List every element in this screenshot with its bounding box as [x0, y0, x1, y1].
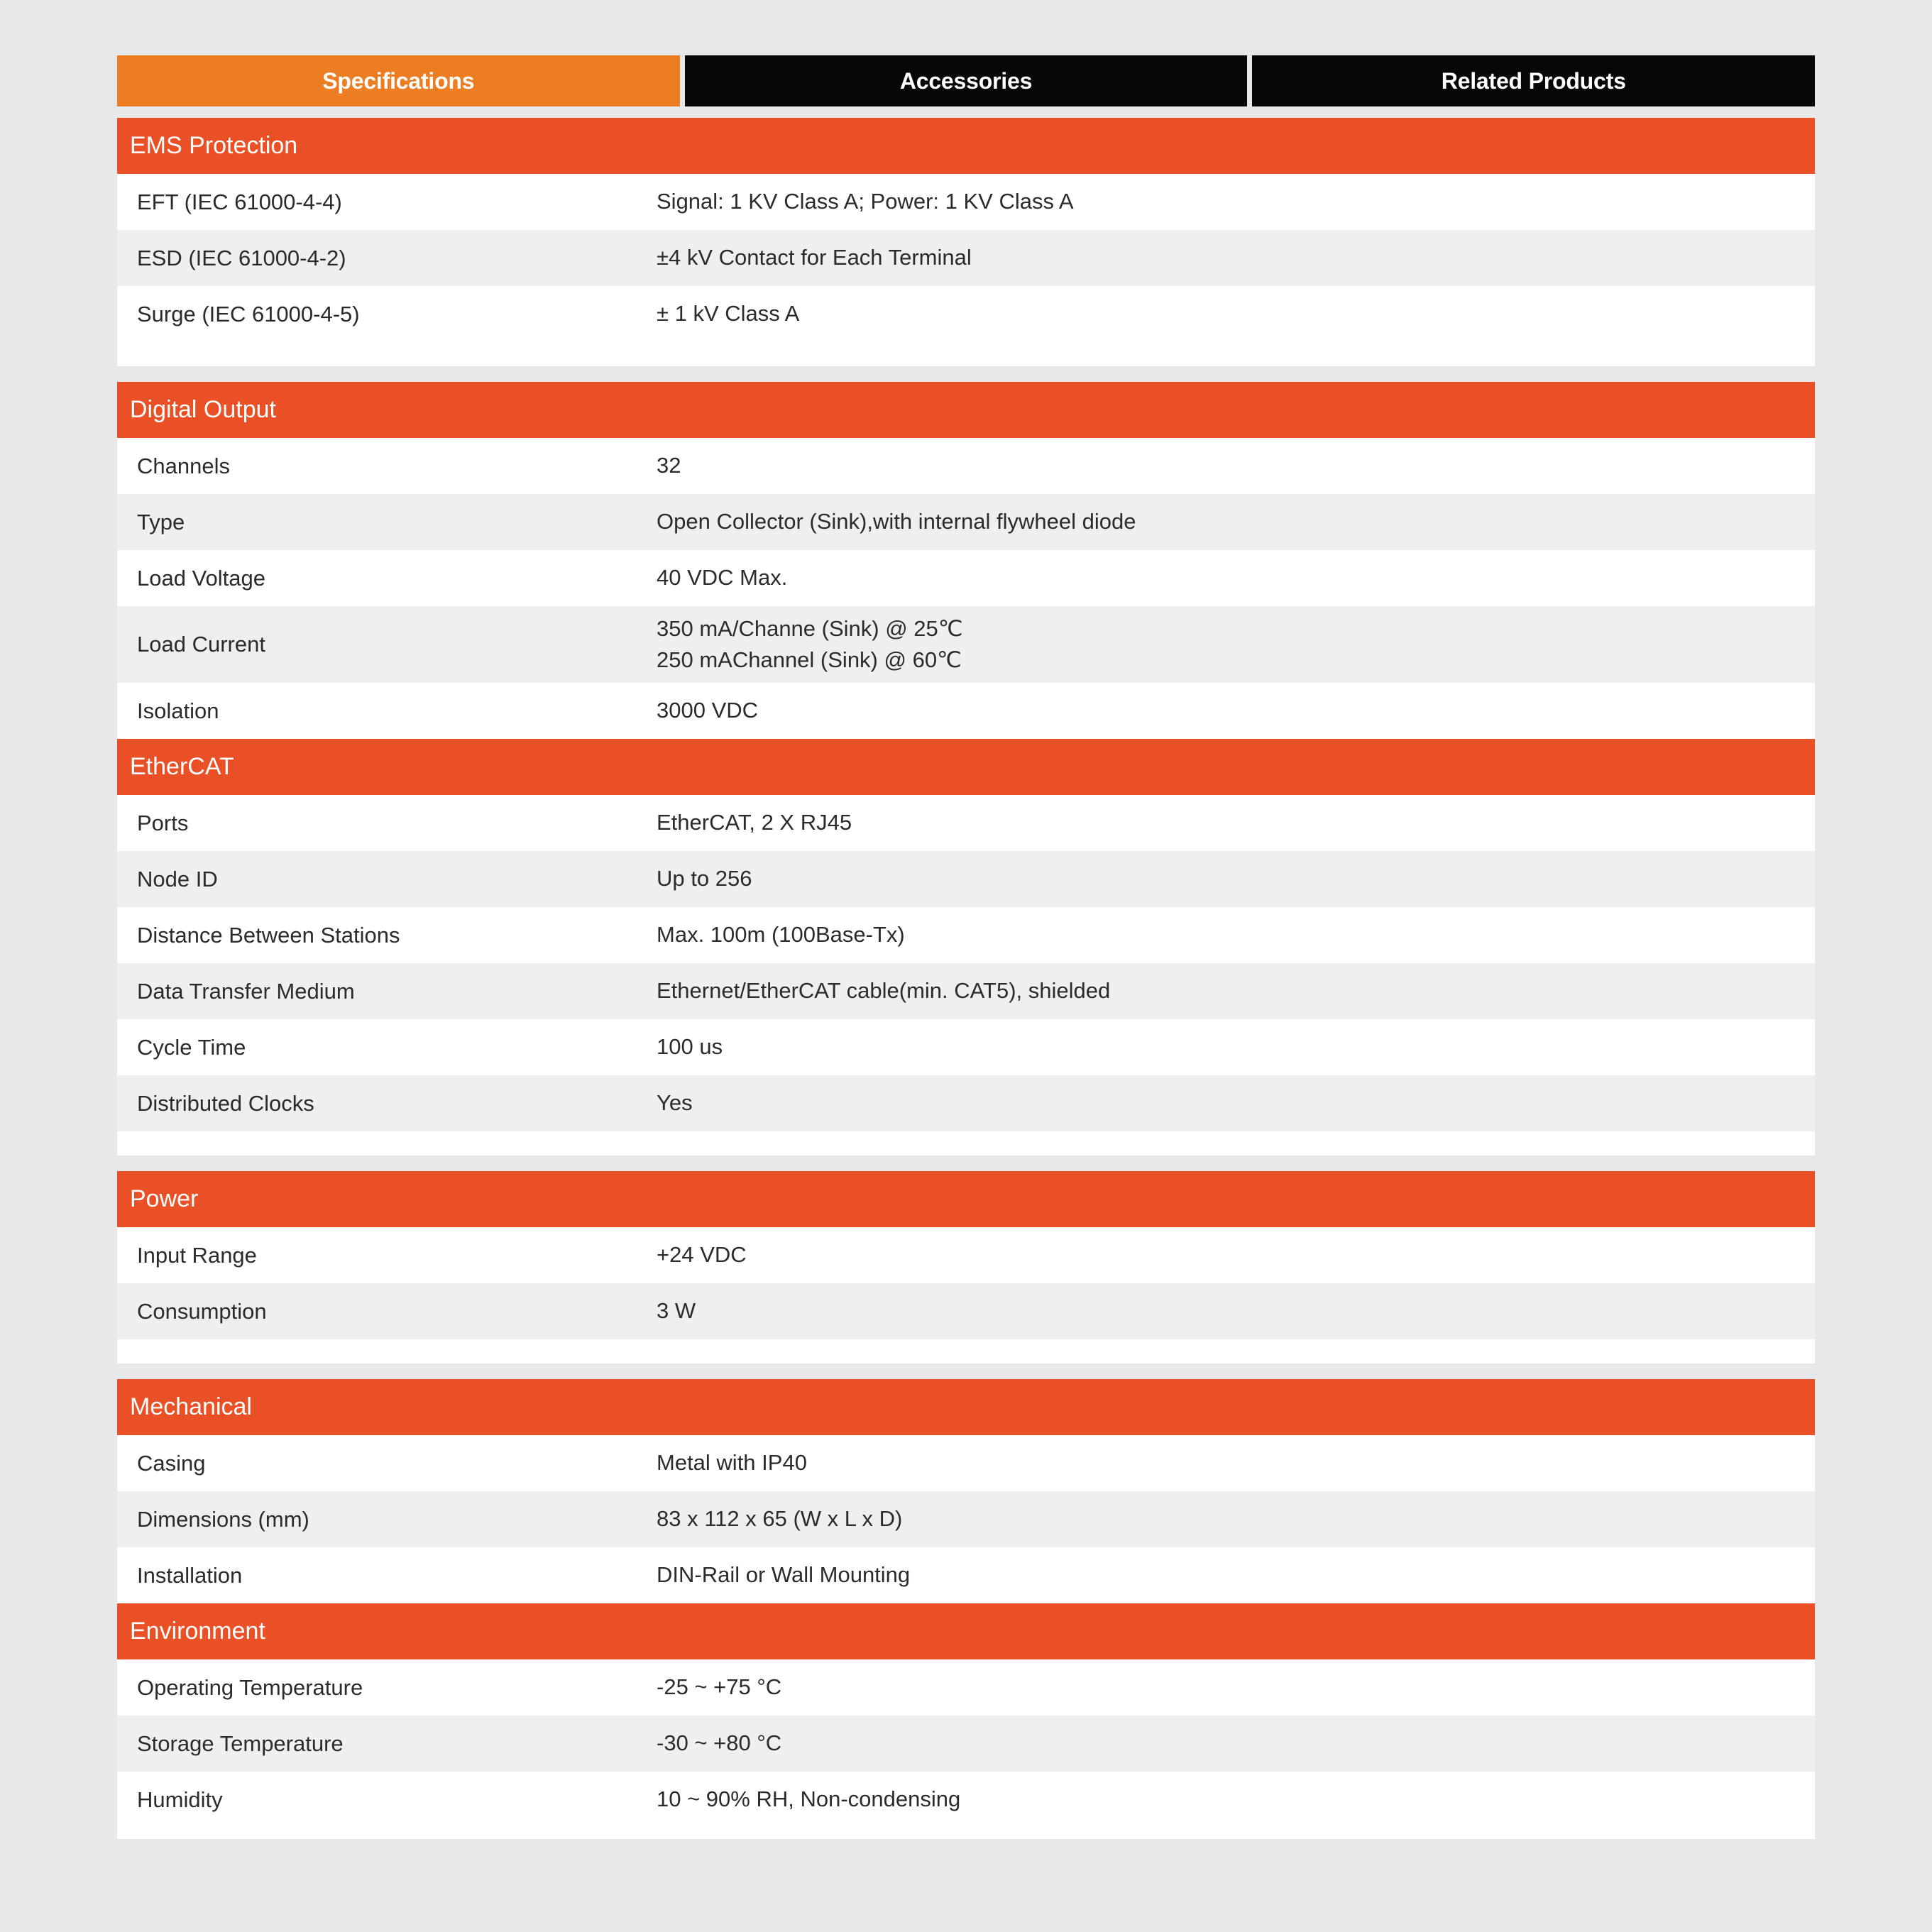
spec-label: Isolation: [137, 698, 219, 723]
table-row: [117, 1019, 1815, 1075]
spec-value: [657, 1239, 1815, 1270]
spec-value-line: DIN-Rail or Wall Mounting: [657, 1562, 911, 1588]
spec-label: Surge (IEC 61000-4-5): [137, 301, 360, 326]
section-spacer: [117, 1339, 1815, 1363]
section-header-ethercat: EtherCAT: [117, 739, 1815, 795]
spec-value: [657, 1728, 1815, 1759]
table-row: [117, 1491, 1815, 1547]
table-row: [117, 286, 1815, 342]
spec-value-line: +24 VDC: [657, 1242, 747, 1268]
spec-value: [657, 242, 1815, 273]
spec-value-line: 32: [657, 453, 681, 478]
spec-label: ESD (IEC 61000-4-2): [137, 245, 346, 270]
table-row: [117, 1772, 1815, 1828]
section-header-mechanical: Mechanical: [117, 1379, 1815, 1435]
spec-value-line: -25 ~ +75 °C: [657, 1674, 782, 1700]
table-row: [117, 1435, 1815, 1491]
spec-value-line: Metal with IP40: [657, 1450, 807, 1476]
table-row: [117, 795, 1815, 851]
spec-value: [657, 1295, 1815, 1327]
spec-label: Dimensions (mm): [137, 1506, 309, 1532]
spec-label: Installation: [137, 1562, 243, 1588]
spec-label: Cycle Time: [137, 1034, 246, 1060]
table-row: [117, 606, 1815, 683]
spec-label: Data Transfer Medium: [137, 978, 355, 1004]
spec-value: [657, 1087, 1815, 1119]
table-row: [117, 1283, 1815, 1339]
spec-value-line: Ethernet/EtherCAT cable(min. CAT5), shielded: [657, 978, 1111, 1004]
table-row: [117, 851, 1815, 907]
table-row: [117, 550, 1815, 606]
spec-value: [657, 450, 1815, 481]
spec-label: Input Range: [137, 1242, 257, 1268]
section-header-ems-protection: EMS Protection: [117, 118, 1815, 174]
spec-value: [657, 975, 1815, 1006]
spec-label: Operating Temperature: [137, 1674, 363, 1700]
spec-value-line: ± 1 kV Class A: [657, 301, 800, 326]
spec-label: Distributed Clocks: [137, 1090, 314, 1116]
spec-value: [657, 695, 1815, 726]
table-row: [117, 1547, 1815, 1603]
table-bottom-spacer: [117, 1828, 1815, 1839]
section-spacer: [117, 1131, 1815, 1156]
spec-value: [657, 1672, 1815, 1703]
spec-value-line: 100 us: [657, 1034, 723, 1060]
spec-value: [657, 1503, 1815, 1535]
spec-value-line: Open Collector (Sink),with internal flywheel diode: [657, 509, 1136, 534]
tab-related-products[interactable]: [1252, 55, 1815, 106]
spec-value: [657, 807, 1815, 838]
spec-label: Channels: [137, 453, 230, 478]
section-header-power: Power: [117, 1171, 1815, 1227]
specifications-table: [117, 118, 1815, 1839]
spec-label: Storage Temperature: [137, 1730, 344, 1756]
spec-label: Consumption: [137, 1298, 267, 1324]
spec-value-line: Max. 100m (100Base-Tx): [657, 922, 905, 948]
spec-value-line: Signal: 1 KV Class A; Power: 1 KV Class A: [657, 189, 1074, 214]
spec-label: Ports: [137, 810, 189, 835]
spec-label: Humidity: [137, 1786, 223, 1812]
table-row: [117, 174, 1815, 230]
spec-label: Load Voltage: [137, 565, 266, 591]
specifications-panel: [117, 55, 1815, 1839]
spec-value-line: 83 x 112 x 65 (W x L x D): [657, 1506, 903, 1532]
spec-value-line: 3000 VDC: [657, 698, 759, 723]
section-header-environment: Environment: [117, 1603, 1815, 1659]
product-tab-bar: [117, 55, 1815, 106]
spec-value-line: Up to 256: [657, 866, 752, 891]
spec-label: Distance Between Stations: [137, 922, 400, 948]
table-row: [117, 438, 1815, 494]
spec-value-line: 350 mA/Channe (Sink) @ 25℃: [657, 615, 963, 641]
spec-value: [657, 298, 1815, 329]
spec-value: [657, 863, 1815, 894]
spec-value: [657, 613, 1815, 676]
spec-value-line: -30 ~ +80 °C: [657, 1730, 782, 1756]
tab-accessories[interactable]: [685, 55, 1248, 106]
tab-related-products-label: Related Products: [1441, 67, 1626, 94]
section-gap: [117, 1156, 1815, 1171]
spec-value: [657, 1447, 1815, 1478]
spec-label: EFT (IEC 61000-4-4): [137, 189, 342, 214]
section-header-digital-output: Digital Output: [117, 382, 1815, 438]
table-row: [117, 494, 1815, 550]
spec-value-line: EtherCAT, 2 X RJ45: [657, 810, 852, 835]
spec-value: [657, 562, 1815, 593]
spec-value: [657, 186, 1815, 217]
section-gap: [117, 1363, 1815, 1379]
spec-label: Load Current: [137, 632, 265, 657]
spec-value: [657, 1559, 1815, 1591]
spec-value-line: 250 mAChannel (Sink) @ 60℃: [657, 647, 962, 672]
spec-value-line: 3 W: [657, 1298, 696, 1324]
table-row: [117, 907, 1815, 963]
table-row: [117, 683, 1815, 739]
spec-value-line: 40 VDC Max.: [657, 565, 788, 591]
tab-accessories-label: Accessories: [899, 67, 1033, 94]
spec-value-line: Yes: [657, 1090, 693, 1116]
tab-specifications-label: Specifications: [322, 67, 475, 94]
spec-label: Casing: [137, 1450, 206, 1476]
table-row: [117, 1227, 1815, 1283]
tab-specifications[interactable]: [117, 55, 680, 106]
spec-value: [657, 919, 1815, 950]
spec-value-line: 10 ~ 90% RH, Non-condensing: [657, 1786, 961, 1812]
spec-value: [657, 1784, 1815, 1815]
table-row: [117, 1659, 1815, 1716]
section-gap: [117, 366, 1815, 382]
table-row: [117, 230, 1815, 286]
spec-value: [657, 1031, 1815, 1063]
spec-value-line: ±4 kV Contact for Each Terminal: [657, 245, 972, 270]
table-row: [117, 1075, 1815, 1131]
spec-label: Type: [137, 509, 185, 534]
table-row: [117, 1716, 1815, 1772]
spec-value: [657, 506, 1815, 537]
spec-label: Node ID: [137, 866, 218, 891]
table-row: [117, 963, 1815, 1019]
section-spacer: [117, 342, 1815, 366]
